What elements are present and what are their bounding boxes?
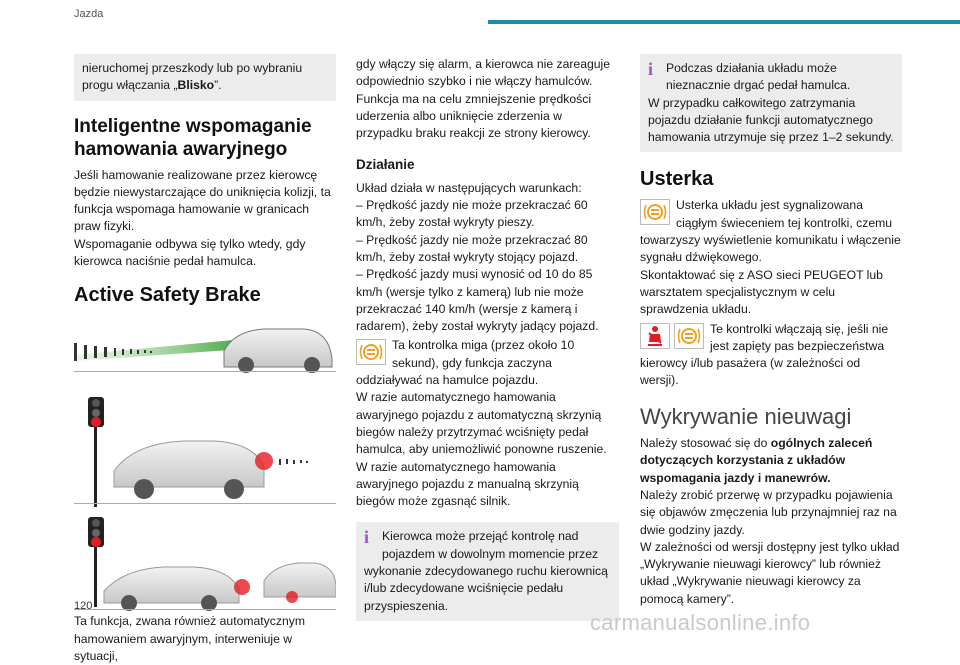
paragraph: Jeśli hamowanie realizowane przez kierowcę będzie niewystarczające do uniknięcia kolizji, ta funkcja wspomaga hamowanie w granicach praw fizyki. (74, 167, 331, 234)
list-item: – Prędkość jazdy musi wynosić od 10 do 85 km/h (wersje tylko z kamerą) lub nie może przekraczać 140 km/h (wersje z kamerą i radarem), żeby został wykryty jadący pojazd. (356, 267, 599, 334)
paragraph-lead: Należy stosować się do (640, 436, 771, 451)
column-1 (74, 54, 336, 665)
box-text: nieruchomej przeszkody lub po wybraniu progu włączania „ (82, 61, 303, 93)
column-2 (356, 56, 619, 621)
list-item: – Prędkość jazdy nie może przekraczać 60 km/h, żeby został wykryty pieszy. (356, 198, 588, 230)
seatbelt-icon (640, 323, 670, 349)
info-icon: i (648, 59, 654, 79)
paragraph: gdy włączy się alarm, a kierowca nie zareaguje odpowiednio szybko i nie włączy hamulców. Funkcja ma na celu zmniejszenie prędkości uderzenia albo uniknięcie zderzenia w przypadku braku reakcji ze strony kierowcy. (356, 57, 611, 141)
section-heading-nieuwaga: Wykrywanie nieuwagi (640, 403, 852, 429)
page-number: 120 (74, 600, 93, 612)
info-text-2: W przypadku całkowitego zatrzymania pojazdu działanie funkcji automatycznego hamowania utrzymuje się przez 1–2 sekundy. (648, 95, 894, 145)
paragraph: Ta funkcja, zwana również automatycznym hamowaniem awaryjnym, interweniuje w sytuacji, (74, 614, 305, 663)
continuation-box (74, 54, 336, 101)
info-text: Kierowca może przejąć kontrolę nad pojazdem w dowolnym momencie przez wykonanie zdecydowanego ruchu kierownicą i/lub zdecydowane wciśnięcie pedału przyspieszenia. (364, 529, 608, 613)
box-bold: Blisko (177, 78, 215, 93)
paragraph: Skontaktować się z ASO sieci PEUGEOT lub warsztatem specjalistycznym w celu sprawdzenia układu. (640, 267, 883, 317)
paragraph-bold: ogólnych zaleceń dotyczących korzystania z układów wspomagania jazdy i manewrów. (640, 436, 873, 485)
icon-note (640, 197, 902, 266)
paragraph: Należy zrobić przerwę w przypadku pojawienia się objawów zmęczenia lub przynajmniej raz na dwie godziny jazdy. (640, 487, 897, 537)
subheading-dzialanie: Działanie (356, 157, 415, 173)
column-3 (640, 54, 902, 608)
paragraph: W razie automatycznego hamowania awaryjnego pojazdu z automatyczną skrzynią biegów należy przytrzymać wciśnięty pedał hamulca, aby uniemożliwić ponowne ruszenie. (356, 390, 607, 457)
paragraph: Układ działa w następujących warunkach: (356, 180, 582, 195)
icon-note-text: Te kontrolki włączają się, jeśli nie jest zapięty pas bezpieczeństwa kierowcy i/lub pasażera (w zależności od wersji). (640, 321, 889, 388)
brake-warning-icon (356, 339, 384, 365)
paragraph: W zależności od wersji dostępny jest tylko układ „Wykrywanie nieuwagi kierowcy” lub również układ „Wykrywanie nieuwagi kierowcy za pomocą kamery”. (640, 539, 900, 606)
icon-note-seatbelt (640, 321, 902, 390)
info-box (356, 522, 619, 620)
paragraph: Wspomaganie odbywa się tylko wtedy, gdy kierowca naciśnie pedał hamulca. (74, 236, 306, 269)
icon-note (356, 337, 619, 389)
box-end: ”. (214, 78, 222, 93)
info-box (640, 54, 902, 152)
section-heading-usterka: Usterka (640, 168, 714, 191)
header-accent-bar (488, 20, 960, 24)
brake-warning-icon (640, 199, 668, 225)
watermark: carmanualsonline.info (590, 610, 811, 635)
info-text: Podczas działania układu może nieznacznie drgać pedał hamulca. (666, 61, 851, 93)
running-header: Jazda (74, 8, 104, 20)
section-heading-asb: Active Safety Brake (74, 284, 261, 307)
brake-warning-icon (674, 323, 702, 349)
icon-note-text: Usterka układu jest sygnalizowana ciągłym świeceniem tej kontrolki, czemu towarzyszy wyświetlenie komunikatu i włączenie sygnału dźwiękowego. (640, 198, 901, 265)
paragraph: W razie automatycznego hamowania awaryjnego pojazdu z manualną skrzynią biegów może zgasnąć silnik. (356, 459, 579, 509)
section-heading: Inteligentne wspomaganie hamowania awaryjnego (74, 115, 312, 160)
car-illustration (74, 321, 336, 611)
info-icon: i (364, 527, 370, 548)
list-item: – Prędkość jazdy nie może przekraczać 80 km/h, żeby został wykryty stojący pojazd. (356, 232, 588, 264)
icon-note-text: Ta kontrolka miga (przez około 10 sekund), gdy funkcja zaczyna oddziaływać na hamulce pojazdu. (356, 338, 575, 388)
